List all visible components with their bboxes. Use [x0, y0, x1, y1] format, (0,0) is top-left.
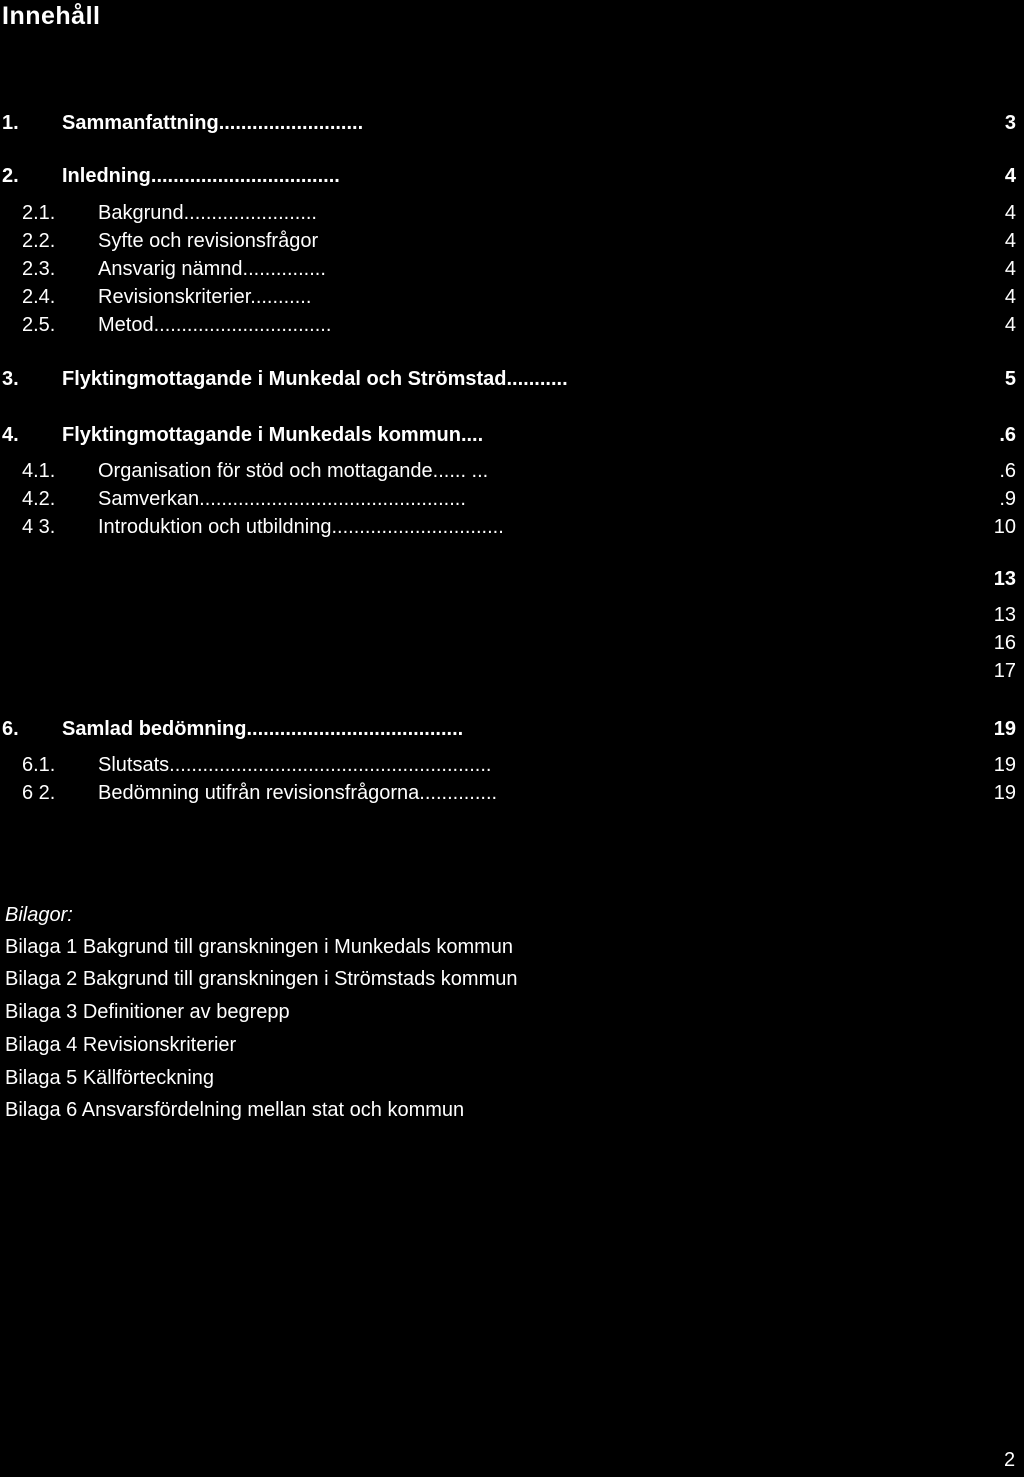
toc-page-number: 4: [1004, 314, 1016, 336]
attachment-item: Bilaga 6 Ansvarsfördelning mellan stat och kommun: [5, 1099, 465, 1121]
toc-page-number: 4: [1004, 258, 1016, 280]
toc-label: Revisionskriterier...........: [98, 286, 312, 308]
attachment-item: Bilaga 2 Bakgrund till granskningen i Strömstads kommun: [5, 968, 518, 990]
toc-page-number: 19: [993, 718, 1016, 740]
toc-page-number: 19: [993, 782, 1016, 804]
toc-number: 4.: [2, 424, 19, 446]
toc-label: Slutsats..........................................................: [98, 754, 492, 776]
page-title: Innehåll: [2, 2, 101, 30]
toc-page-number: 4: [1004, 165, 1016, 187]
attachment-item: Bilaga 4 Revisionskriterier: [5, 1034, 237, 1056]
attachments-heading: Bilagor:: [5, 904, 73, 926]
toc-page-number: 13: [993, 604, 1016, 626]
toc-page-number: 16: [993, 632, 1016, 654]
toc-label: Flyktingmottagande i Munkedal och Strömstad...........: [62, 368, 568, 390]
toc-page-number: 4: [1004, 286, 1016, 308]
toc-label: Bakgrund........................: [98, 202, 317, 224]
toc-number: 3.: [2, 368, 19, 390]
toc-page-number: 17: [993, 660, 1016, 682]
toc-label: Introduktion och utbildning...............................: [98, 516, 504, 538]
toc-page-number: .6: [999, 460, 1016, 482]
attachment-item: Bilaga 3 Definitioner av begrepp: [5, 1001, 290, 1023]
toc-label: Organisation för stöd och mottagande...... ...: [98, 460, 489, 482]
toc-number: 4.1.: [22, 460, 56, 482]
toc-page-number: 19: [993, 754, 1016, 776]
toc-page-number: 4: [1004, 230, 1016, 252]
toc-page-number: 4: [1004, 202, 1016, 224]
toc-label: Metod................................: [98, 314, 332, 336]
toc-number: 2.3.: [22, 258, 56, 280]
attachment-item: Bilaga 5 Källförteckning: [5, 1067, 215, 1089]
toc-label: Flyktingmottagande i Munkedals kommun....: [62, 424, 484, 446]
toc-number: 2.4.: [22, 286, 56, 308]
toc-label: Samverkan................................................: [98, 488, 466, 510]
toc-number: 2.: [2, 165, 19, 187]
toc-number: 1.: [2, 112, 19, 134]
toc-number: 2.5.: [22, 314, 56, 336]
toc-page-number: 10: [993, 516, 1016, 538]
toc-page-number: .6: [999, 424, 1016, 446]
toc-number: 4.2.: [22, 488, 56, 510]
toc-number: 6.1.: [22, 754, 56, 776]
toc-label: Syfte och revisionsfrågor: [98, 230, 319, 252]
attachment-item: Bilaga 1 Bakgrund till granskningen i Munkedals kommun: [5, 936, 514, 958]
toc-number: 6.: [2, 718, 19, 740]
toc-label: Sammanfattning..........................: [62, 112, 364, 134]
toc-page-number: 13: [993, 568, 1016, 590]
toc-page-number: 5: [1004, 368, 1016, 390]
toc-number: 4 3.: [22, 516, 56, 538]
toc-label: Samlad bedömning.......................................: [62, 718, 464, 740]
toc-page-number: .9: [999, 488, 1016, 510]
page-number: 2: [1004, 1449, 1016, 1471]
toc-number: 2.1.: [22, 202, 56, 224]
toc-label: Inledning..................................: [62, 165, 340, 187]
toc-number: 6 2.: [22, 782, 56, 804]
toc-label: Ansvarig nämnd...............: [98, 258, 326, 280]
toc-label: Bedömning utifrån revisionsfrågorna..............: [98, 782, 498, 804]
toc-number: 2.2.: [22, 230, 56, 252]
toc-page-number: 3: [1004, 112, 1016, 134]
